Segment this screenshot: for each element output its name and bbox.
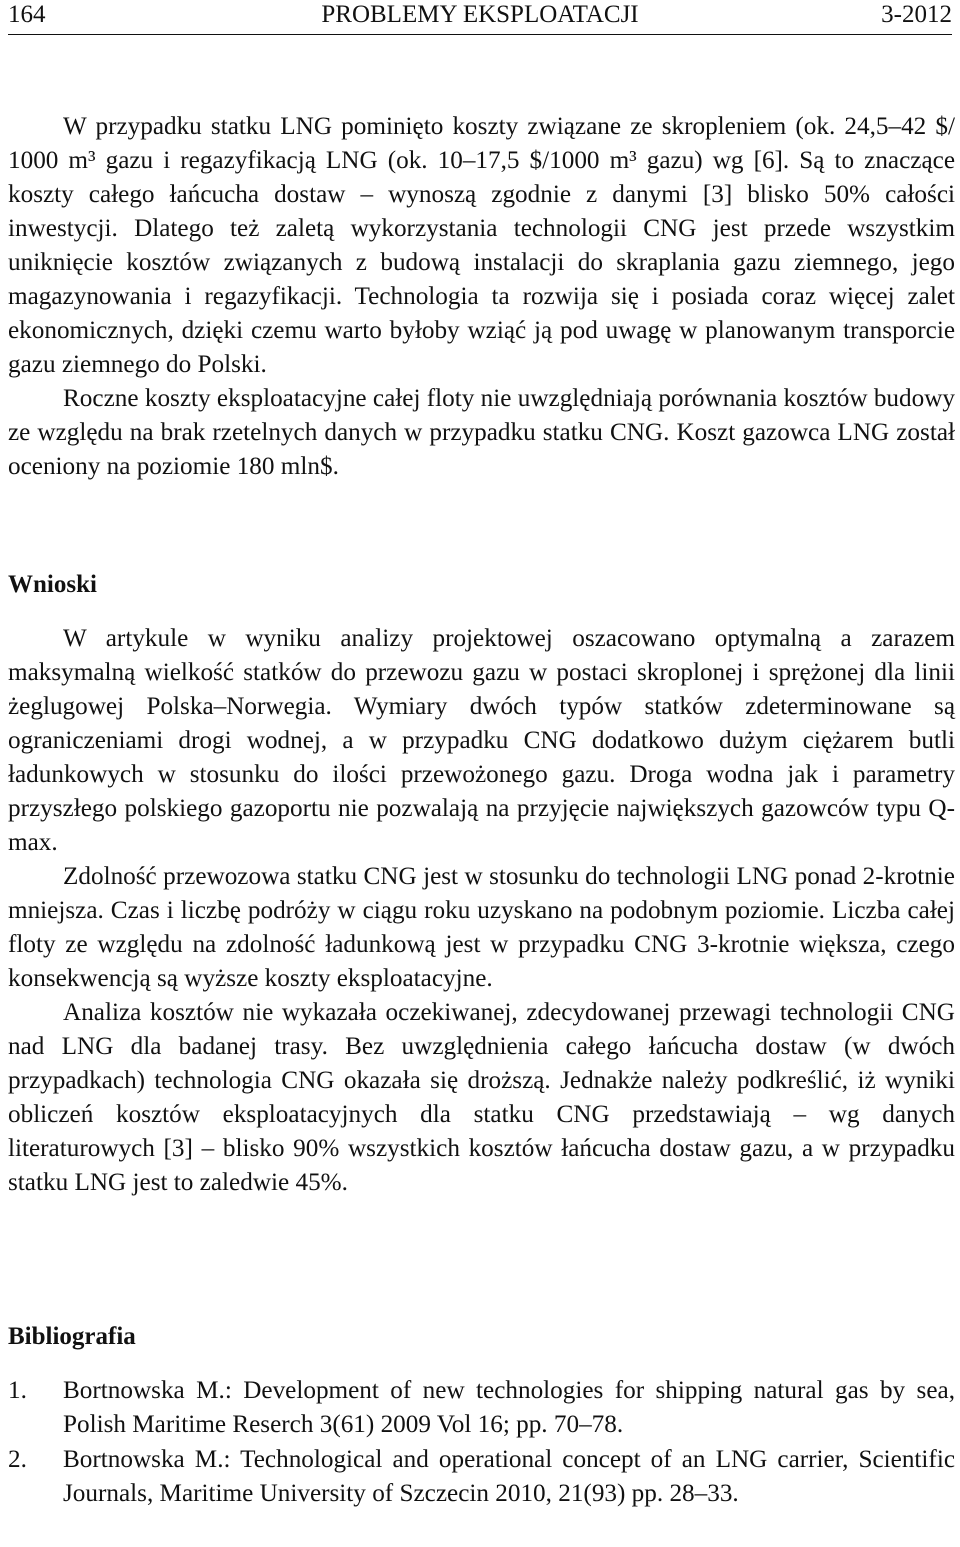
paragraph-conclusions-3: Analiza kosztów nie wykazała oczekiwanej, zdecydowanej przewagi technologii CNG nad LNG dla badanej trasy. Bez uwzględnienia całego łańcucha dostaw (w dwóch przypadkach) technologia CNG okazała się droższą. Jednakże należy podkreślić, iż wyniki obliczeń kosztów eksploatacyjnych dla statku CNG przedstawiają – wg danych literaturowych [3] – blisko 90% wszystkich kosztów łańcucha dostaw gazu, a w przypadku statku LNG jest to zaledwie 45%. <box>8 999 955 1196</box>
reference-text: Bortnowska M.: Technological and operational concept of an LNG carrier, Scientific Journals, Maritime University of Szczecin 2010, 21(93) pp. 28–33. <box>63 1446 955 1507</box>
reference-number: 1. <box>8 1377 27 1404</box>
body-text <box>8 110 955 484</box>
paragraph-conclusions-1: W artykule w wyniku analizy projektowej oszacowano optymalną a zarazem maksymalną wielkość statków do przewozu gazu w postaci skroplonej i sprężonej dla linii żeglugowej Polska–Norwegia. Wymiary dwóch typów statków zdeterminowane są ograniczeniami drogi wodnej, a w przypadku CNG dodatkowo dużym ciężarem butli ładunkowych w stosunku do ilości przewożonego gazu. Droga wodna jak i parametry przyszłego polskiego gazoportu nie pozwalają na przyjęcie największych gazowców typu Q-max. <box>8 625 955 856</box>
bibliography-item <box>8 1374 955 1442</box>
running-header <box>8 0 952 35</box>
conclusions-text <box>8 622 955 1200</box>
section-heading-conclusions: Wnioski <box>8 571 97 598</box>
issue-number: 3-2012 <box>881 1 952 28</box>
section-heading-bibliography: Bibliografia <box>8 1323 136 1350</box>
page-number: 164 <box>8 1 46 28</box>
paragraph-conclusions-2: Zdolność przewozowa statku CNG jest w stosunku do technologii LNG ponad 2-krotnie mniejsza. Czas i liczbę podróży w ciągu roku uzyskano na podobnym poziomie. Liczba całej floty ze względu na zdolność ładunkową jest w przypadku CNG 3-krotnie większa, czego konsekwencją są wyższe koszty eksploatacyjne. <box>8 863 955 992</box>
paragraph-annual-costs: Roczne koszty eksploatacyjne całej floty nie uwzględniają porównania kosztów budowy ze względu na brak rzetelnych danych w przypadku statku CNG. Koszt gazowca LNG został oceniony na poziomie 180 mln$. <box>8 385 955 480</box>
reference-text: Bortnowska M.: Development of new technologies for shipping natural gas by sea, Polish Maritime Reserch 3(61) 2009 Vol 16; pp. 70–78. <box>63 1377 955 1438</box>
bibliography-list <box>8 1374 955 1512</box>
journal-title: PROBLEMY EKSPLOATACJI <box>321 1 639 28</box>
reference-number: 2. <box>8 1446 27 1473</box>
paragraph-lng-costs: W przypadku statku LNG pominięto koszty związane ze skropleniem (ok. 24,5–42 $/ 1000 m³ gazu i regazyfikacją LNG (ok. 10–17,5 $/1000 m³ gazu) wg [6]. Są to znaczące koszty całego łańcucha dostaw – wynoszą zgodnie z danymi [3] blisko 50% całości inwestycji. Dlatego też zaletą wykorzystania technologii CNG jest przede wszystkim uniknięcie kosztów związanych z budową instalacji do skraplania gazu ziemnego, jego magazynowania i regazyfikacji. Technologia ta rozwija się i posiada coraz więcej zalet ekonomicznych, dzięki czemu warto byłoby wziąć ją pod uwagę w planowanym transporcie gazu ziemnego do Polski. <box>8 113 955 378</box>
bibliography-item <box>8 1443 955 1511</box>
